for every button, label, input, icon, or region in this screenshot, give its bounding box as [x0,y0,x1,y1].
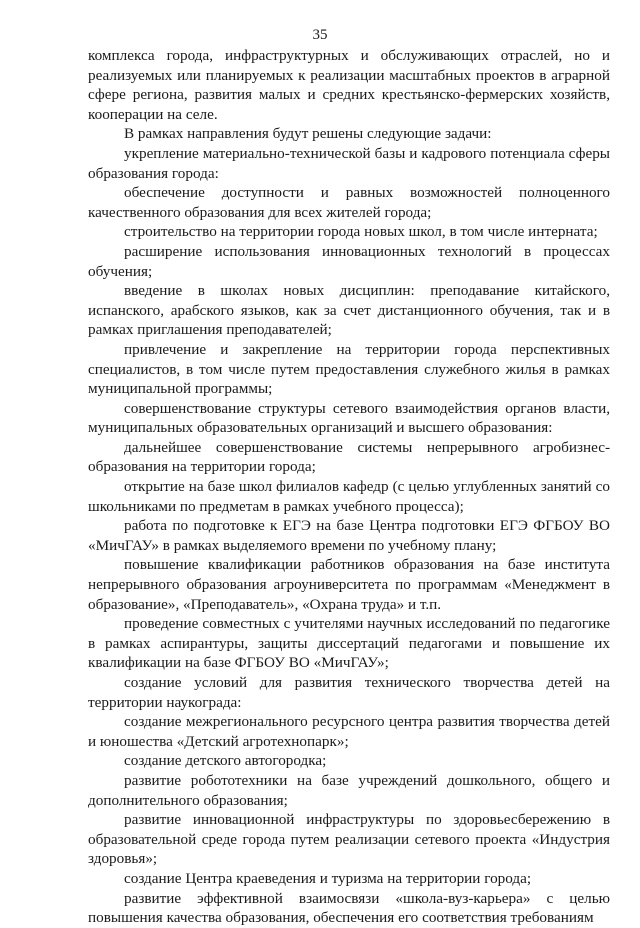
paragraph-task-item: строительство на территории города новых школ, в том числе интерната; [124,223,598,241]
paragraph-task-item: создание Центра краеведения и туризма на территории города; [124,869,532,887]
paragraph-task-item: развитие робототехники на базе учреждений дошкольного, общего и дополнительного образования; [88,771,610,809]
paragraph-task-item: введение в школах новых дисциплин: преподавание китайского, испанского, арабского языков, как за счет дистанционного обучения, так и в рамках приглашения преподавателей; [88,282,610,339]
paragraph-task-heading: создание условий для развития технического творчества детей на территории наукограда: [88,674,610,711]
paragraph-task-item: развитие эффективной взаимосвязи «школа-вуз-карьера» с целью повышения качества образования, обеспечения его соответствия требованиям [88,889,610,927]
page-number: 35 [312,27,328,43]
paragraph-task-item: создание детского автогородка; [124,752,327,770]
paragraph-intro-tasks: В рамках направления будут решены следующие задачи: [124,125,492,143]
paragraph-task-item: дальнейшее совершенствование системы непрерывного агробизнес-образования на территории города; [88,438,610,476]
paragraph-task-heading: укрепление материально-технической базы и кадрового потенциала сферы образования города: [88,144,610,182]
paragraph-task-item: создание межрегионального ресурсного центра развития творчества детей и юношества «Детский агротехнопарк»; [88,713,610,750]
paragraph-task-item: работа по подготовке к ЕГЭ на базе Центра подготовки ЕГЭ ФГБОУ ВО «МичГАУ» в рамках выделяемого времени по учебному плану; [88,517,610,554]
paragraph-task-item: привлечение и закрепление на территории города перспективных специалистов, в том числе путем предоставления служебного жилья в рамках муниципальной программы; [88,340,610,398]
paragraph-task-item: расширение использования инновационных технологий в процессах обучения; [88,242,610,280]
paragraph-task-item: обеспечение доступности и равных возможностей полноценного качественного образования для всех жителей города; [88,184,610,221]
paragraph-task-heading: совершенствование структуры сетевого взаимодействия органов власти, муниципальных образовательных организаций и высшего образования: [88,399,610,437]
paragraph-task-item: проведение совместных с учителями научных исследований по педагогике в рамках аспирантуры, защиты диссертаций педагогами и повышение их квалификации на базе ФГБОУ ВО «МичГАУ»; [88,615,610,672]
paragraph-task-item: повышение квалификации работников образования на базе института непрерывного образования агроуниверситета по программам «Менеджмент в образование», «Преподаватель», «Охрана труда» и т.п. [88,556,610,613]
paragraph-task-item: развитие инновационной инфраструктуры по здоровьесбережению в образовательной среде города путем реализации сетевого проекта «Индустрия здоровья»; [88,811,610,868]
paragraph-continuation: комплекса города, инфраструктурных и обслуживающих отраслей, но и реализуемых или планируемых к реализации масштабных проектов в аграрной сфере региона, развития малых и средних крестьянско-фермерских хозяйств, кооперации на селе. [88,47,610,123]
paragraph-task-item: открытие на базе школ филиалов кафедр (с целью углубленных занятий со школьниками по предметам в рамках учебного процесса); [88,478,610,515]
document-body [88,46,610,928]
